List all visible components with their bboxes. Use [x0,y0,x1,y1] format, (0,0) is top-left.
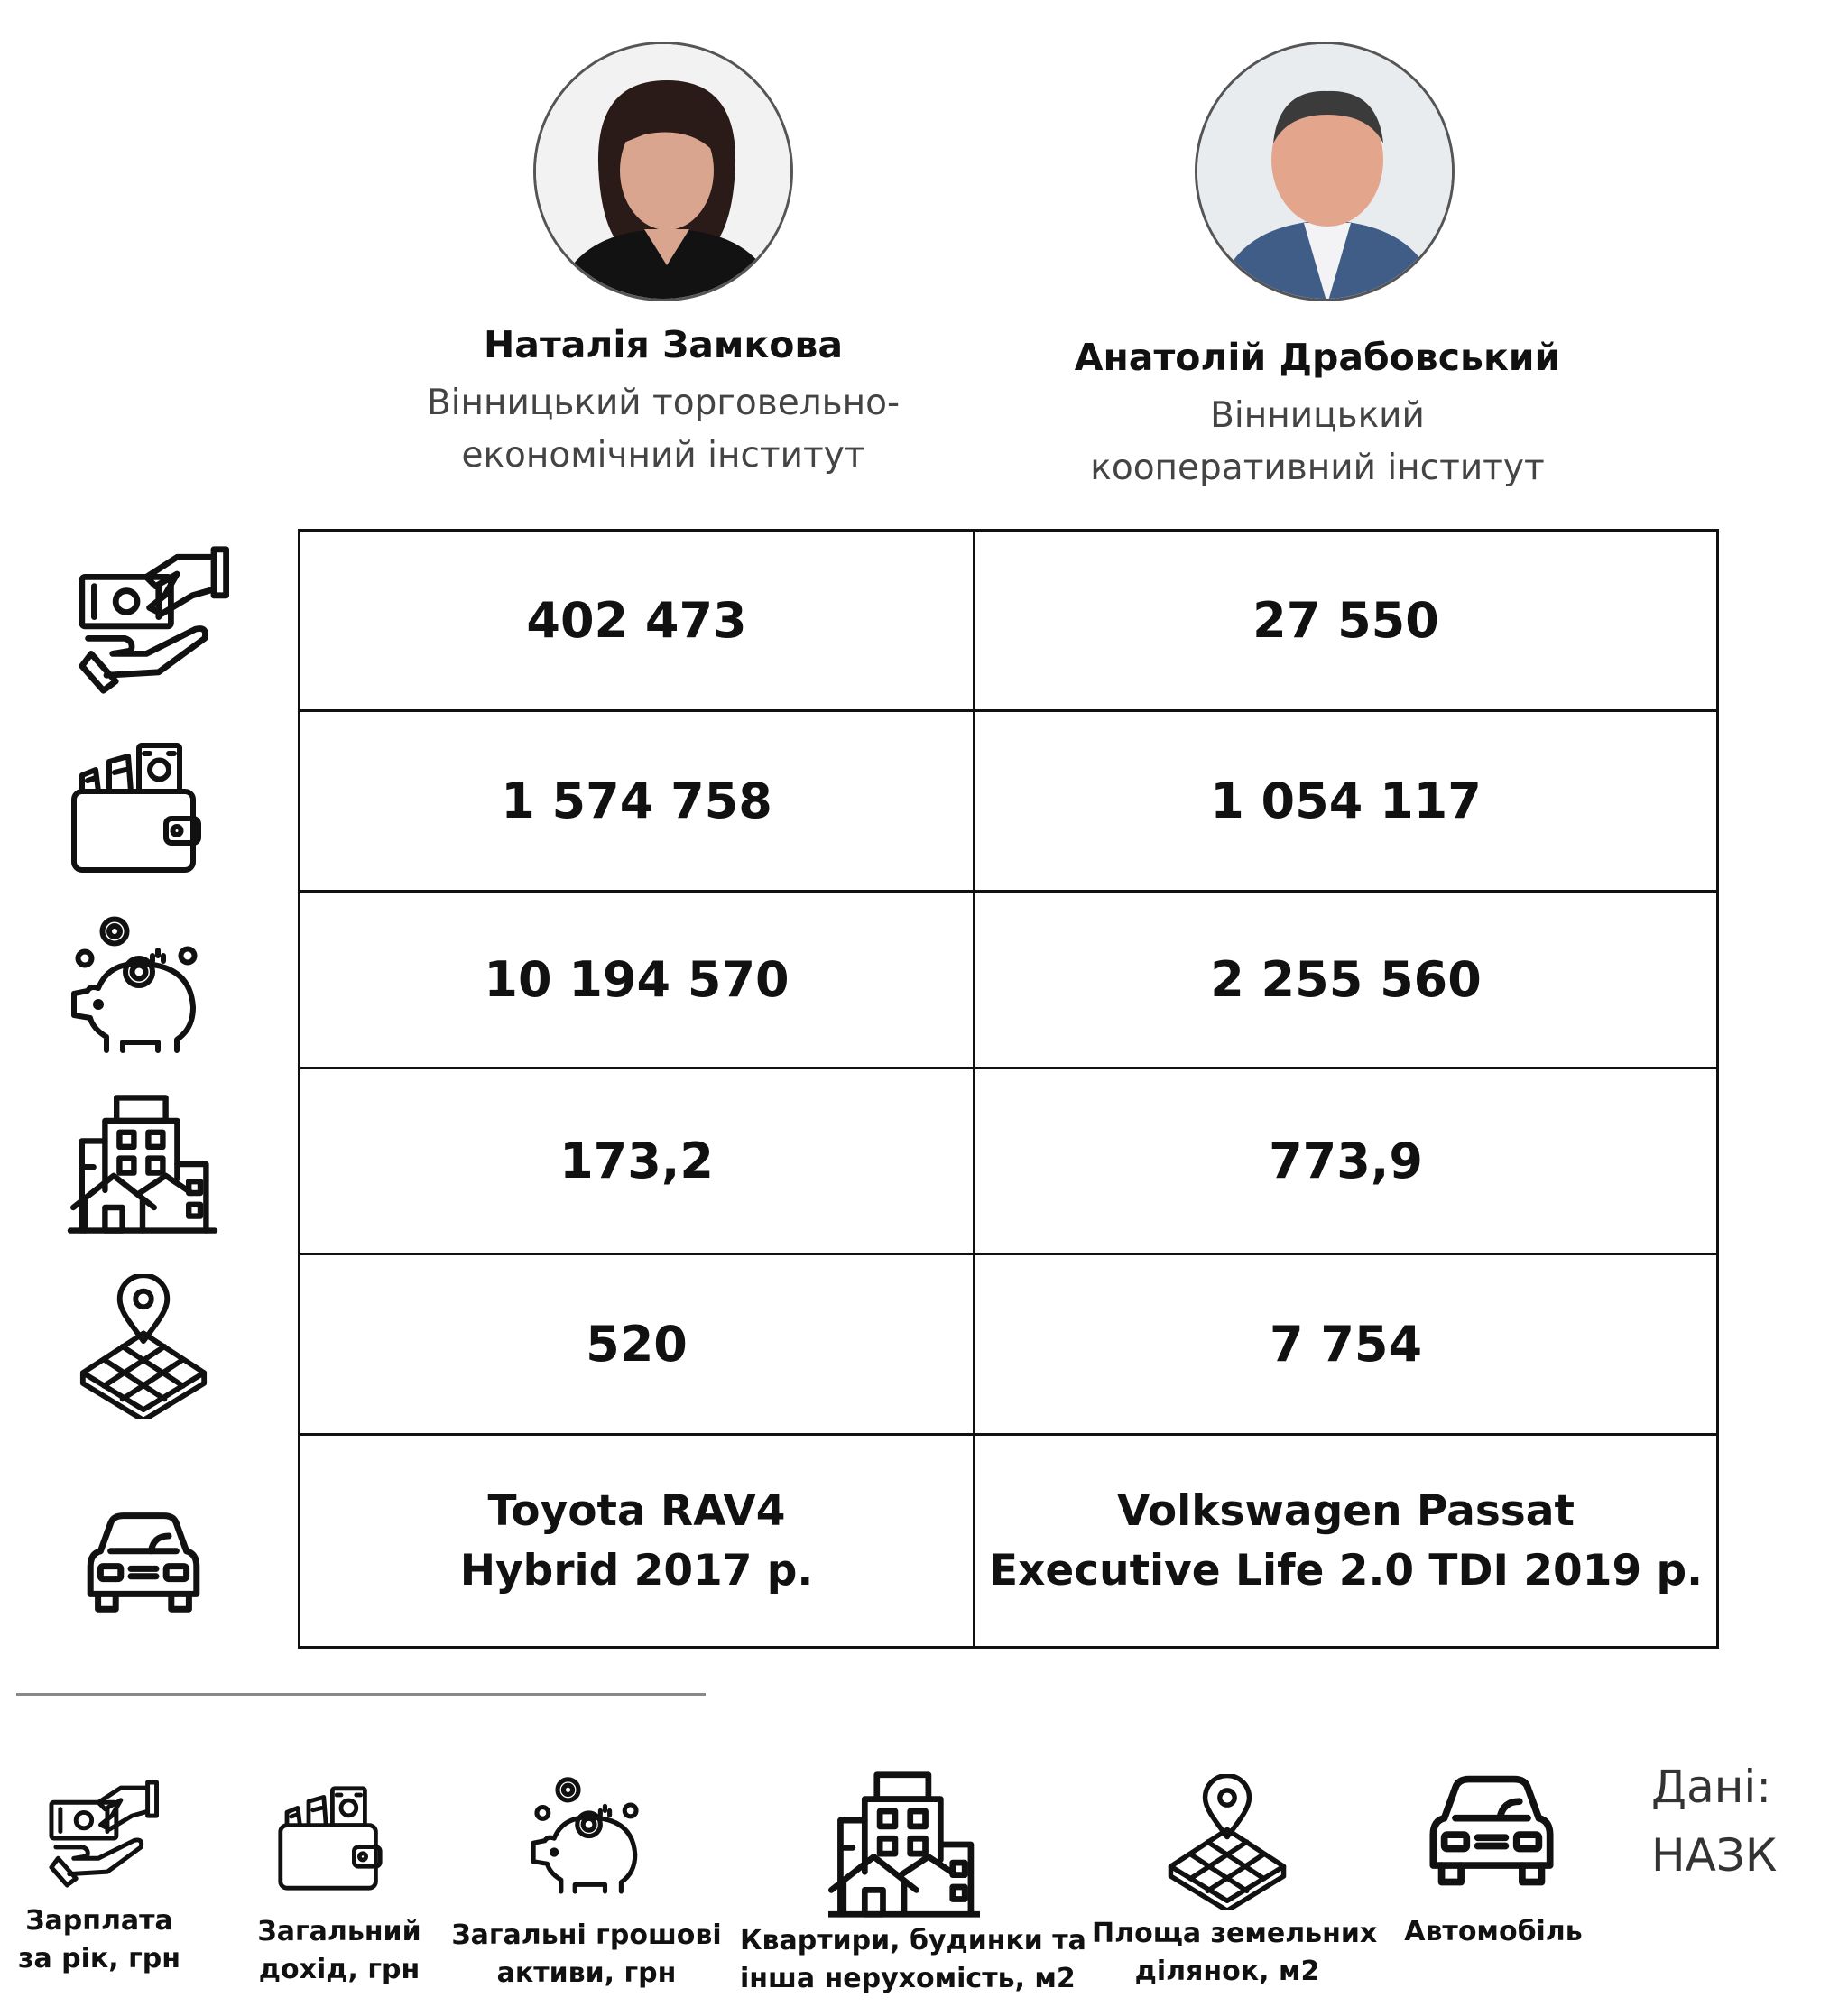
income-value-1: 1 574 758 [300,711,975,892]
legend-land-line2: ділянок, м2 [1134,1956,1320,1987]
legend-salary-line1: Зарплата [25,1905,173,1937]
person-2-institution-line2: кооперативний інститут [1090,448,1545,488]
person-2-name: Анатолій Драбовський [1074,336,1561,379]
legend-divider [16,1693,706,1696]
table-row-assets [300,892,1718,1068]
person-1-name: Наталія Замкова [483,323,843,366]
table-row-income [300,711,1718,892]
legend-salary-line2: за рік, грн [18,1943,180,1975]
legend-car-line1: Автомобіль [1404,1916,1583,1947]
legend-wallet-icon [276,1778,384,1899]
legend-wallet-line2: дохід, грн [258,1954,420,1985]
car-value-1 [300,1435,975,1648]
land-plot-icon [78,1274,209,1419]
data-source-line2: НАЗК [1651,1829,1778,1882]
land-value-2: 7 754 [975,1254,1718,1435]
legend-salary-label [0,1902,199,1978]
table-row-land [300,1254,1718,1435]
avatar-drabovskyi [1195,42,1455,301]
car-2-line2: Executive Life 2.0 TDI 2019 р. [988,1545,1704,1595]
legend-piggy-bank-icon [529,1765,644,1902]
assets-value-2: 2 255 560 [975,892,1718,1068]
salary-value-2: 27 550 [975,531,1718,711]
legend-car-icon [1411,1760,1572,1899]
wallet-icon [69,731,204,884]
person-1-institution [388,377,938,482]
legend-land-label [1092,1915,1378,1991]
avatar-zamkova [533,42,793,301]
legend-realty-label [740,1922,1086,1998]
car-1-line2: Hybrid 2017 р. [459,1545,814,1595]
land-value-1: 520 [300,1254,975,1435]
legend-realty-line2: інша нерухомість, м2 [740,1963,1076,1994]
car-icon [72,1498,215,1624]
legend-salary-icon [47,1778,159,1890]
person-1-institution-line2: економічний інститут [461,435,865,476]
realty-value-2: 773,9 [975,1068,1718,1254]
salary-icon [76,543,229,697]
legend-car-label [1390,1913,1597,1951]
legend-land-plot-icon [1166,1774,1289,1910]
buildings-icon [67,1092,218,1236]
legend-wallet-label [240,1913,439,1989]
legend-assets-label [451,1917,722,1993]
table-row-car [300,1435,1718,1648]
person-2-institution-line1: Вінницький [1210,395,1425,436]
income-value-2: 1 054 117 [975,711,1718,892]
person-2-institution [1047,390,1588,495]
piggy-bank-icon [69,902,204,1063]
car-2-line1: Volkswagen Passat [1117,1485,1575,1536]
car-value-2 [975,1435,1718,1648]
salary-value-1: 402 473 [300,531,975,711]
realty-value-1: 173,2 [300,1068,975,1254]
legend-assets-line2: активи, грн [496,1957,677,1989]
data-source [1651,1753,1777,1890]
legend-land-line1: Площа земельних [1092,1918,1378,1949]
legend-wallet-line1: Загальний [257,1916,421,1947]
legend-assets-line1: Загальні грошові [451,1919,722,1951]
table-row-salary [300,531,1718,711]
data-source-line1: Дані: [1651,1761,1772,1813]
assets-value-1: 10 194 570 [300,892,975,1068]
comparison-table [298,529,1719,1649]
table-row-realty [300,1068,1718,1254]
car-1-line1: Toyota RAV4 [487,1485,786,1536]
legend-realty-line1: Квартири, будинки та [740,1925,1086,1956]
legend-buildings-icon [828,1769,980,1920]
person-1-institution-line1: Вінницький торговельно- [426,383,901,423]
